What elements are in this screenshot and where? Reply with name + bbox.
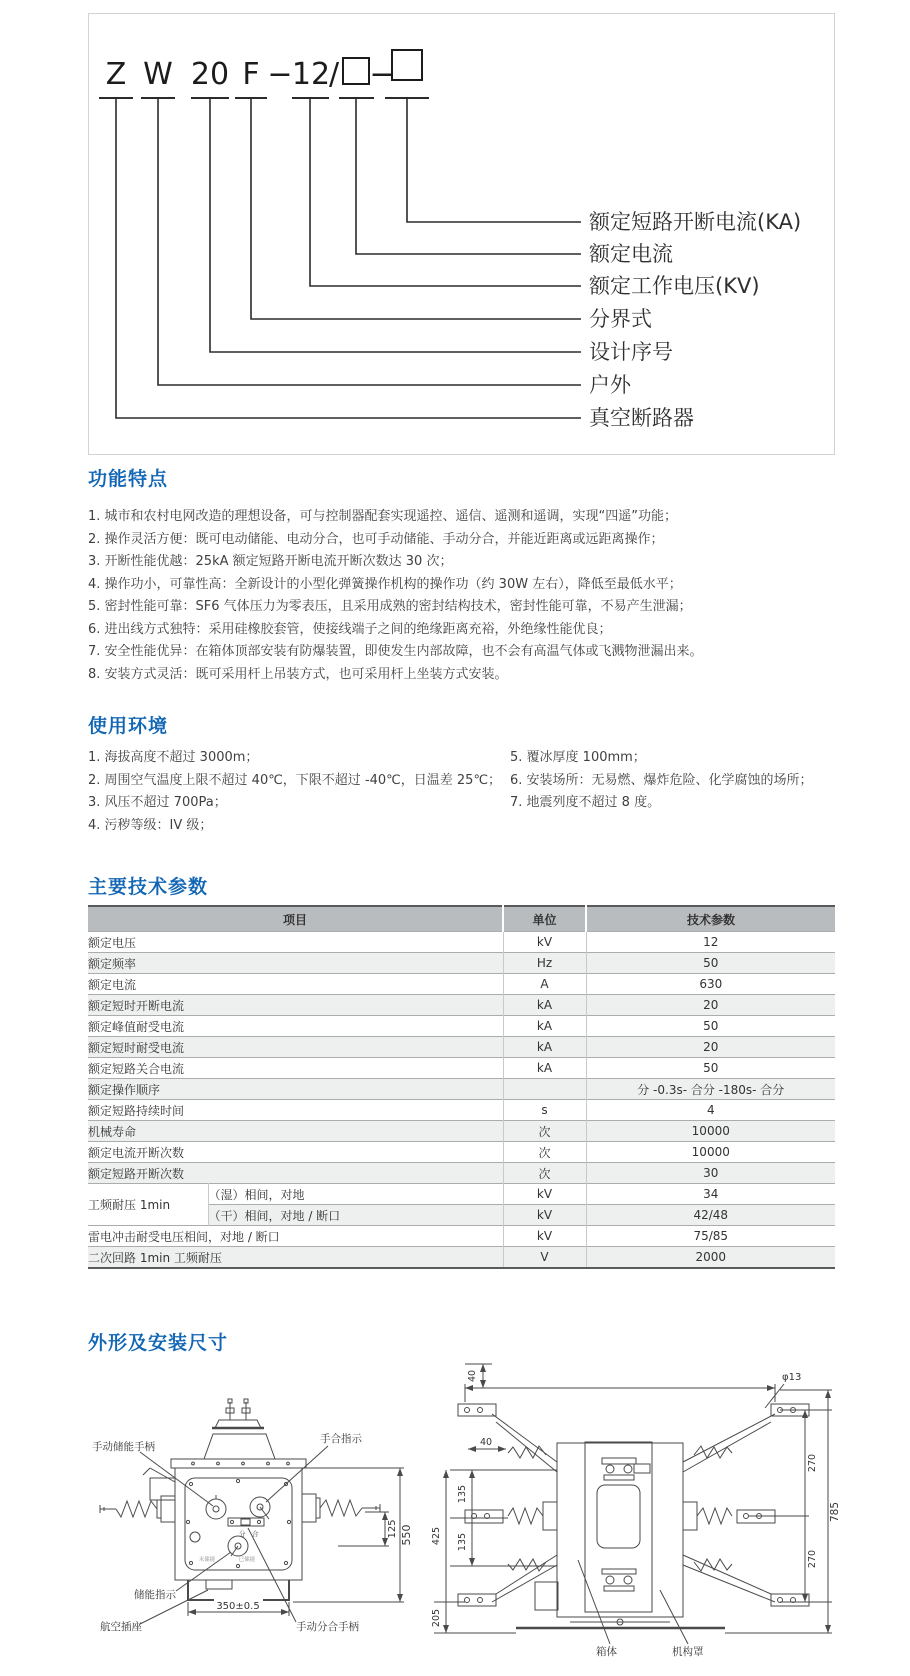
label-tank: 箱体 (596, 1646, 617, 1658)
label-charged: 已储能 (238, 1557, 256, 1563)
upper-right-arm (683, 1404, 809, 1472)
dim-270-upper: 270 (807, 1453, 818, 1473)
dim-550: 550 (400, 1524, 413, 1546)
model-dash-1: − (267, 57, 293, 92)
table-header-row (88, 906, 835, 932)
table-row: 额定短路开断次数 次 30 (88, 1163, 835, 1184)
table-row: 额定短时开断电流 kA 20 (88, 995, 835, 1016)
dim-350: 350±0.5 (216, 1601, 260, 1612)
dim-135-upper: 135 (457, 1484, 468, 1504)
column-header-value: 技术参数 (586, 906, 835, 932)
lifting-hanger (204, 1434, 275, 1459)
left-foot (188, 1580, 214, 1600)
model-leader-lines (116, 98, 581, 418)
side-view-figure (420, 1350, 847, 1660)
model-label-design-serial: 设计序号 (589, 340, 673, 364)
model-label-breaking-current: 额定短路开断电流(KA) (589, 210, 802, 234)
environment-item: 7. 地震列度不超过 8 度。 (510, 795, 661, 810)
feature-item: 5. 密封性能可靠：SF6 气体压力为零表压，且采用成熟的密封结构技术，密封性能可靠，不易产生泄漏； (88, 599, 692, 614)
table-row: 额定操作顺序 分 -0.3s- 合分 -180s- 合分 (88, 1079, 835, 1100)
side-view-labels (596, 1645, 704, 1658)
dim-125: 125 (387, 1519, 398, 1539)
model-part-20: 20 (190, 57, 230, 92)
model-part-12: 12 (291, 57, 331, 92)
table-row-group-sub: （干）相间，对地 / 断口 kV 42/48 (88, 1205, 835, 1226)
dim-425: 425 (431, 1526, 442, 1546)
feature-item: 3. 开断性能优越：25kA 额定短路开断电流开断次数达 30 次； (88, 554, 453, 569)
front-view-drawing (88, 1350, 418, 1660)
label-manual-switch-handle: 手动分合手柄 (296, 1621, 359, 1633)
environment-item: 2. 周围空气温度上限不超过 40℃，下限不超过 -40℃，日温差 25℃； (88, 772, 502, 788)
table-row: 额定短时耐受电流 kA 20 (88, 1037, 835, 1058)
energy-indicator-dial (228, 1536, 248, 1556)
environment-item: 5. 覆冰厚度 100mm； (510, 750, 646, 765)
label-aviation-socket: 航空插座 (100, 1621, 142, 1633)
features-title: 功能特点 (88, 468, 169, 490)
label-open: 分 (239, 1530, 246, 1538)
dim-40-top: 40 (467, 1369, 478, 1383)
vent-hole (190, 1532, 200, 1542)
lower-right-arm (683, 1555, 809, 1606)
column-header-unit: 单位 (503, 906, 586, 932)
feature-item: 8. 安装方式灵活：既可采用杆上吊装方式，也可采用杆上坐装方式安装。 (88, 666, 508, 682)
model-part-w: W (143, 57, 173, 92)
model-blank-box-2 (392, 50, 422, 80)
label-manual-energy-handle: 手动储能手柄 (92, 1441, 155, 1453)
table-row: 机械寿命 次 10000 (88, 1121, 835, 1142)
parameters-title: 主要技术参数 (88, 876, 209, 898)
label-close-indicator: 手合指示 (320, 1433, 362, 1445)
environment-title: 使用环境 (88, 715, 169, 737)
environment-left-column (88, 747, 508, 837)
environment-item: 4. 污秽等级：IV 级； (88, 817, 213, 833)
aviation-socket-housing (206, 1580, 232, 1589)
model-designation-diagram (89, 14, 834, 454)
environment-item: 1. 海拔高度不超过 3000m； (88, 750, 259, 765)
model-code-text (106, 57, 395, 92)
model-dash-2: − (369, 57, 395, 92)
front-view-figure (88, 1350, 418, 1660)
table-row: 额定电压 kV 12 (88, 932, 835, 953)
dimensions-title: 外形及安装尺寸 (88, 1332, 229, 1354)
table-row: 额定峰值耐受电流 kA 50 (88, 1016, 835, 1037)
model-slash: / (328, 57, 340, 92)
model-labels (589, 210, 801, 430)
dim-135-lower: 135 (457, 1532, 468, 1552)
energy-handle-dial (206, 1495, 226, 1519)
model-part-z: Z (105, 57, 127, 92)
dim-205: 205 (431, 1608, 442, 1628)
feature-item: 4. 操作功小，可靠性高：全新设计的小型化弹簧操作机构的操作功（约 30W 左右），降低至最低水平； (88, 576, 682, 592)
feature-item: 6. 进出线方式独特：采用硅橡胶套管，使接线端子之间的绝缘距离充裕，外绝缘性能优良； (88, 621, 612, 637)
table-row-group: 工频耐压 1min （湿）相间，对地 kV 34 (88, 1184, 835, 1205)
table-row: 二次回路 1min 工频耐压 V 2000 (88, 1247, 835, 1269)
dim-785: 785 (829, 1501, 841, 1523)
feature-item: 7. 安全性能优异：在箱体顶部安装有防爆装置，即使发生内部故障，也不会有高温气体或飞溅物泄漏出来。 (88, 644, 703, 659)
table-row: 额定短路关合电流 kA 50 (88, 1058, 835, 1079)
label-energy-indicator: 储能指示 (134, 1589, 176, 1601)
table-row: 雷电冲击耐受电压相间，对地 / 断口 kV 75/85 (88, 1226, 835, 1247)
features-list (88, 506, 835, 686)
side-view-drawing (420, 1350, 847, 1660)
lower-left-arm (458, 1555, 557, 1606)
model-label-vacuum-breaker: 真空断路器 (589, 406, 694, 430)
dim-270-lower: 270 (807, 1549, 818, 1569)
side-view-leaders (578, 1560, 688, 1644)
auxiliary-box (535, 1582, 558, 1610)
environment-item: 6. 安装场所：无易燃、爆炸危险、化学腐蚀的场所； (510, 772, 813, 788)
group-row-label: 工频耐压 1min (88, 1184, 208, 1226)
model-designation-box (88, 13, 835, 455)
table-row: 额定短路持续时间 s 4 (88, 1100, 835, 1121)
feature-item: 1. 城市和农村电网改造的理想设备，可与控制器配套实现遥控、遥信、遥测和遥调，实现“四遥”功能； (88, 509, 678, 524)
label-not-charged: 未储能 (198, 1557, 216, 1563)
model-label-rated-current: 额定电流 (589, 242, 673, 266)
model-label-rated-voltage: 额定工作电压(KV) (589, 274, 760, 298)
right-bushing (302, 1494, 380, 1522)
table-row: 额定电流开断次数 次 10000 (88, 1142, 835, 1163)
column-header-item: 项目 (88, 906, 503, 932)
upper-left-arm (458, 1404, 557, 1472)
dim-40-left: 40 (479, 1437, 493, 1448)
side-view-dimension-text (431, 1370, 841, 1627)
model-part-f: F (242, 57, 260, 92)
model-label-boundary-type: 分界式 (589, 307, 652, 331)
parameters-table (88, 905, 835, 1269)
environment-item: 3. 风压不超过 700Pa； (88, 795, 227, 810)
label-close: 合 (252, 1530, 259, 1538)
environment-right-column (510, 747, 840, 815)
switch-handle-plate (228, 1518, 264, 1526)
label-mechanism-cover: 机构罩 (672, 1646, 704, 1658)
model-blank-box-1 (343, 58, 369, 84)
front-view-dimension-text (216, 1519, 413, 1612)
tank-front (175, 1468, 302, 1580)
front-view-dimension-lines (188, 1468, 404, 1616)
middle-left-bushing (465, 1502, 557, 1530)
model-label-outdoor: 户外 (589, 373, 631, 397)
close-indicator-dial (250, 1497, 270, 1519)
table-row: 额定电流 A 630 (88, 974, 835, 995)
front-view-body (100, 1399, 380, 1600)
table-row: 额定频率 Hz 50 (88, 953, 835, 974)
dim-hole-13: φ13 (782, 1372, 802, 1383)
feature-item: 2. 操作灵活方便：既可电动储能、电动分合，也可手动储能、手动分合，并能近距离或远距离操作； (88, 531, 664, 547)
